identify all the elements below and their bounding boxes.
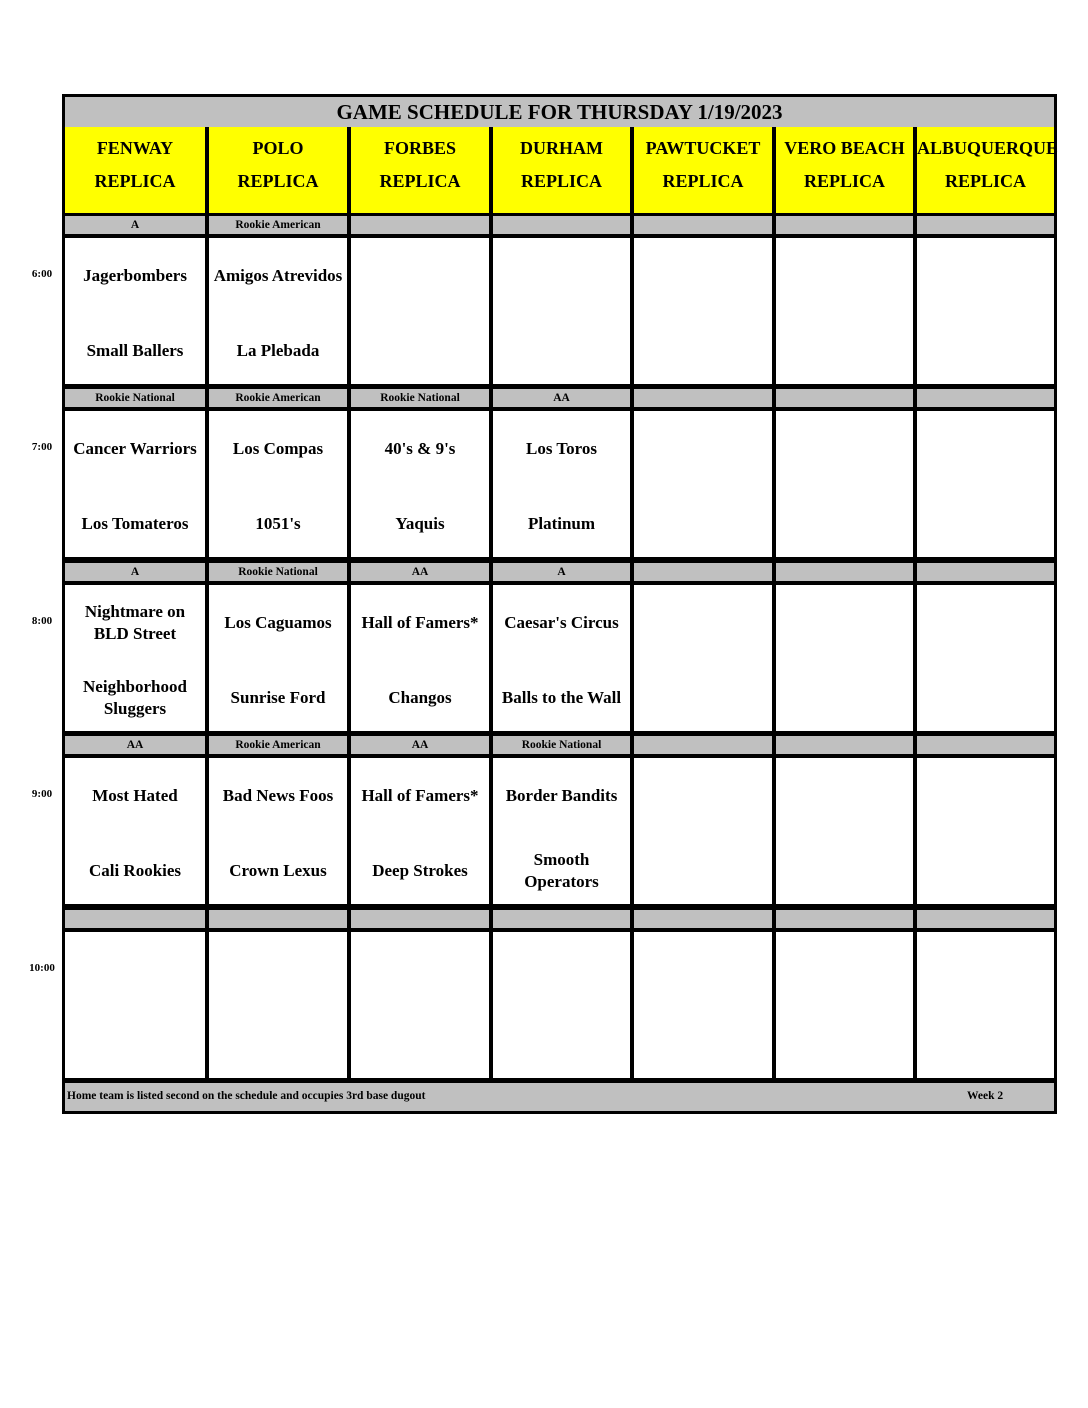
division-label	[493, 216, 630, 234]
division-label: AA	[351, 563, 489, 581]
home-team	[917, 326, 1054, 376]
division-label: Rookie American	[209, 389, 347, 407]
game-cell	[634, 758, 772, 904]
away-team	[209, 424, 347, 474]
game-cell	[776, 585, 913, 731]
away-team-name: Nightmare on BLD Street	[84, 602, 186, 643]
away-team-name: Amigos Atrevidos	[213, 266, 343, 285]
away-team	[493, 251, 630, 301]
home-team	[634, 1020, 772, 1070]
field-header-polo	[209, 127, 347, 213]
away-team	[209, 251, 347, 301]
game-cell	[776, 238, 913, 384]
home-team	[776, 1020, 913, 1070]
field-subtitle: REPLICA	[662, 171, 744, 191]
division-label	[634, 389, 772, 407]
division-label: A	[65, 216, 205, 234]
game-cell	[65, 585, 205, 731]
away-team-name: Los Compas	[232, 439, 324, 458]
week-label: Week 2	[967, 1090, 1004, 1102]
away-team	[776, 945, 913, 995]
game-cell	[351, 932, 489, 1078]
home-team	[209, 846, 347, 896]
away-team-name: Hall of Famers*	[361, 613, 479, 632]
schedule-table	[62, 94, 1057, 1114]
home-team-name: Crown Lexus	[229, 861, 327, 880]
division-label: Rookie National	[209, 563, 347, 581]
home-team	[634, 846, 772, 896]
away-team	[351, 424, 489, 474]
time-label: 7:00	[31, 441, 53, 453]
division-label: A	[493, 563, 630, 581]
home-team-name: Smooth Operators	[524, 850, 599, 891]
time-label: 6:00	[31, 268, 53, 280]
time-slot-block	[65, 910, 1054, 1083]
field-header-row	[65, 127, 1059, 216]
game-cell	[351, 238, 489, 384]
away-team	[917, 771, 1054, 821]
away-team	[209, 771, 347, 821]
game-cell	[65, 932, 205, 1078]
game-cell	[493, 585, 630, 731]
home-team-name: Platinum	[527, 514, 596, 533]
game-cell	[351, 585, 489, 731]
field-header-vero-beach	[776, 127, 913, 213]
home-team-name: Deep Strokes	[372, 861, 468, 880]
division-label	[776, 736, 913, 754]
game-cell	[351, 758, 489, 904]
away-team	[776, 251, 913, 301]
away-team-name: Hall of Famers*	[361, 786, 479, 805]
home-team	[493, 1020, 630, 1070]
away-team	[634, 424, 772, 474]
field-header-durham	[493, 127, 630, 213]
division-label	[917, 736, 1054, 754]
away-team	[351, 251, 489, 301]
field-name: FENWAY	[96, 138, 174, 158]
away-team	[351, 771, 489, 821]
away-team	[65, 945, 205, 995]
home-team-note: Home team is listed second on the schedule and occupies 3rd base dugout	[67, 1090, 426, 1102]
home-team	[351, 499, 489, 549]
game-cell	[65, 758, 205, 904]
away-team	[776, 424, 913, 474]
home-team	[634, 326, 772, 376]
division-label	[209, 910, 347, 928]
division-label	[65, 910, 205, 928]
game-cell	[776, 932, 913, 1078]
game-cell	[917, 758, 1054, 904]
time-slot-block	[65, 563, 1054, 736]
away-team	[65, 598, 205, 648]
away-team	[917, 424, 1054, 474]
home-team	[209, 499, 347, 549]
division-label: A	[65, 563, 205, 581]
division-label: Rookie National	[65, 389, 205, 407]
home-team	[65, 846, 205, 896]
time-label: 10:00	[29, 962, 55, 974]
away-team-name: Los Caguamos	[224, 613, 332, 632]
game-cell	[209, 932, 347, 1078]
division-label	[776, 216, 913, 234]
division-label	[776, 563, 913, 581]
game-cell	[65, 411, 205, 557]
game-cell	[917, 932, 1054, 1078]
away-team	[634, 598, 772, 648]
field-name: PAWTUCKET	[645, 138, 761, 158]
away-team	[917, 598, 1054, 648]
home-team	[493, 499, 630, 549]
home-team-name: La Plebada	[236, 341, 320, 360]
away-team	[917, 251, 1054, 301]
division-label	[493, 910, 630, 928]
away-team-name: 40's & 9's	[384, 439, 456, 458]
division-label: Rookie National	[351, 389, 489, 407]
division-label	[351, 910, 489, 928]
field-subtitle: REPLICA	[944, 171, 1026, 191]
division-label: AA	[351, 736, 489, 754]
home-team-name: 1051's	[255, 514, 301, 533]
home-team	[917, 673, 1054, 723]
field-subtitle: REPLICA	[94, 171, 176, 191]
away-team	[493, 945, 630, 995]
home-team-name: Changos	[388, 688, 452, 707]
away-team	[634, 251, 772, 301]
time-label: 8:00	[31, 615, 53, 627]
division-label	[776, 389, 913, 407]
time-slot-block	[65, 389, 1054, 562]
field-subtitle: REPLICA	[803, 171, 885, 191]
division-label	[634, 216, 772, 234]
home-team	[917, 499, 1054, 549]
home-team-name: Balls to the Wall	[501, 688, 622, 707]
time-slot-block	[65, 736, 1054, 909]
away-team	[351, 598, 489, 648]
home-team	[493, 673, 630, 723]
game-cell	[209, 411, 347, 557]
division-label: Rookie American	[209, 736, 347, 754]
division-label: Rookie National	[493, 736, 630, 754]
home-team	[65, 499, 205, 549]
division-label: AA	[65, 736, 205, 754]
division-label	[351, 216, 489, 234]
home-team-name: Los Tomateros	[81, 514, 189, 533]
game-cell	[634, 238, 772, 384]
away-team	[209, 598, 347, 648]
away-team	[493, 424, 630, 474]
division-label	[634, 910, 772, 928]
away-team	[634, 945, 772, 995]
game-cell	[209, 585, 347, 731]
home-team	[917, 846, 1054, 896]
home-team	[634, 499, 772, 549]
home-team	[493, 846, 630, 896]
home-team	[65, 673, 205, 723]
away-team	[209, 945, 347, 995]
field-name: DURHAM	[520, 138, 603, 158]
field-subtitle: REPLICA	[520, 171, 602, 191]
time-label: 9:00	[31, 788, 53, 800]
home-team	[917, 1020, 1054, 1070]
field-name: FORBES	[383, 138, 457, 158]
field-name: VERO BEACH	[784, 138, 905, 158]
game-cell	[209, 238, 347, 384]
field-header-forbes	[351, 127, 489, 213]
home-team	[209, 326, 347, 376]
home-team	[351, 1020, 489, 1070]
division-label: AA	[493, 389, 630, 407]
game-cell	[493, 411, 630, 557]
home-team	[209, 673, 347, 723]
field-subtitle: REPLICA	[379, 171, 461, 191]
away-team	[65, 424, 205, 474]
field-header-fenway	[65, 127, 205, 213]
away-team	[493, 598, 630, 648]
home-team	[351, 673, 489, 723]
away-team-name: Most Hated	[92, 786, 178, 805]
division-label	[634, 736, 772, 754]
division-label	[917, 216, 1054, 234]
away-team	[917, 945, 1054, 995]
game-cell	[634, 585, 772, 731]
home-team	[351, 326, 489, 376]
away-team	[65, 771, 205, 821]
away-team	[634, 771, 772, 821]
time-slot-block	[65, 216, 1054, 389]
away-team-name: Los Toros	[525, 439, 598, 458]
home-team	[776, 499, 913, 549]
schedule-title: GAME SCHEDULE FOR THURSDAY 1/19/2023	[65, 97, 1054, 127]
home-team	[776, 673, 913, 723]
game-cell	[634, 411, 772, 557]
division-label	[634, 563, 772, 581]
home-team-name: Sunrise Ford	[230, 688, 326, 707]
home-team	[493, 326, 630, 376]
game-cell	[351, 411, 489, 557]
game-cell	[493, 758, 630, 904]
home-team	[634, 673, 772, 723]
game-cell	[493, 238, 630, 384]
home-team-name: Cali Rookies	[88, 861, 182, 880]
game-cell	[493, 932, 630, 1078]
field-name: POLO	[252, 138, 304, 158]
away-team	[776, 598, 913, 648]
away-team	[351, 945, 489, 995]
away-team	[493, 771, 630, 821]
division-label	[917, 389, 1054, 407]
field-name: ALBUQUERQUE	[917, 138, 1059, 158]
away-team	[65, 251, 205, 301]
home-team	[65, 1020, 205, 1070]
home-team-name: Small Ballers	[86, 341, 184, 360]
away-team-name: Jagerbombers	[83, 266, 187, 285]
away-team-name: Border Bandits	[505, 786, 618, 805]
game-cell	[209, 758, 347, 904]
division-label	[776, 910, 913, 928]
home-team	[209, 1020, 347, 1070]
away-team-name: Caesar's Circus	[504, 613, 619, 632]
game-cell	[776, 758, 913, 904]
home-team	[776, 846, 913, 896]
home-team	[65, 326, 205, 376]
home-team	[351, 846, 489, 896]
game-cell	[776, 411, 913, 557]
away-team	[776, 771, 913, 821]
field-header-pawtucket	[634, 127, 772, 213]
away-team-name: Cancer Warriors	[73, 439, 197, 458]
game-cell	[917, 411, 1054, 557]
game-cell	[917, 238, 1054, 384]
game-cell	[65, 238, 205, 384]
home-team	[776, 326, 913, 376]
home-team-name: Yaquis	[395, 514, 445, 533]
division-label	[917, 910, 1054, 928]
home-team-name: Neighborhood Sluggers	[83, 677, 187, 718]
field-header-albuquerque	[917, 127, 1059, 213]
schedule-footer	[65, 1083, 1054, 1111]
division-label	[917, 563, 1054, 581]
division-label: Rookie American	[209, 216, 347, 234]
field-subtitle: REPLICA	[237, 171, 319, 191]
away-team-name: Bad News Foos	[222, 786, 334, 805]
game-cell	[917, 585, 1054, 731]
game-cell	[634, 932, 772, 1078]
